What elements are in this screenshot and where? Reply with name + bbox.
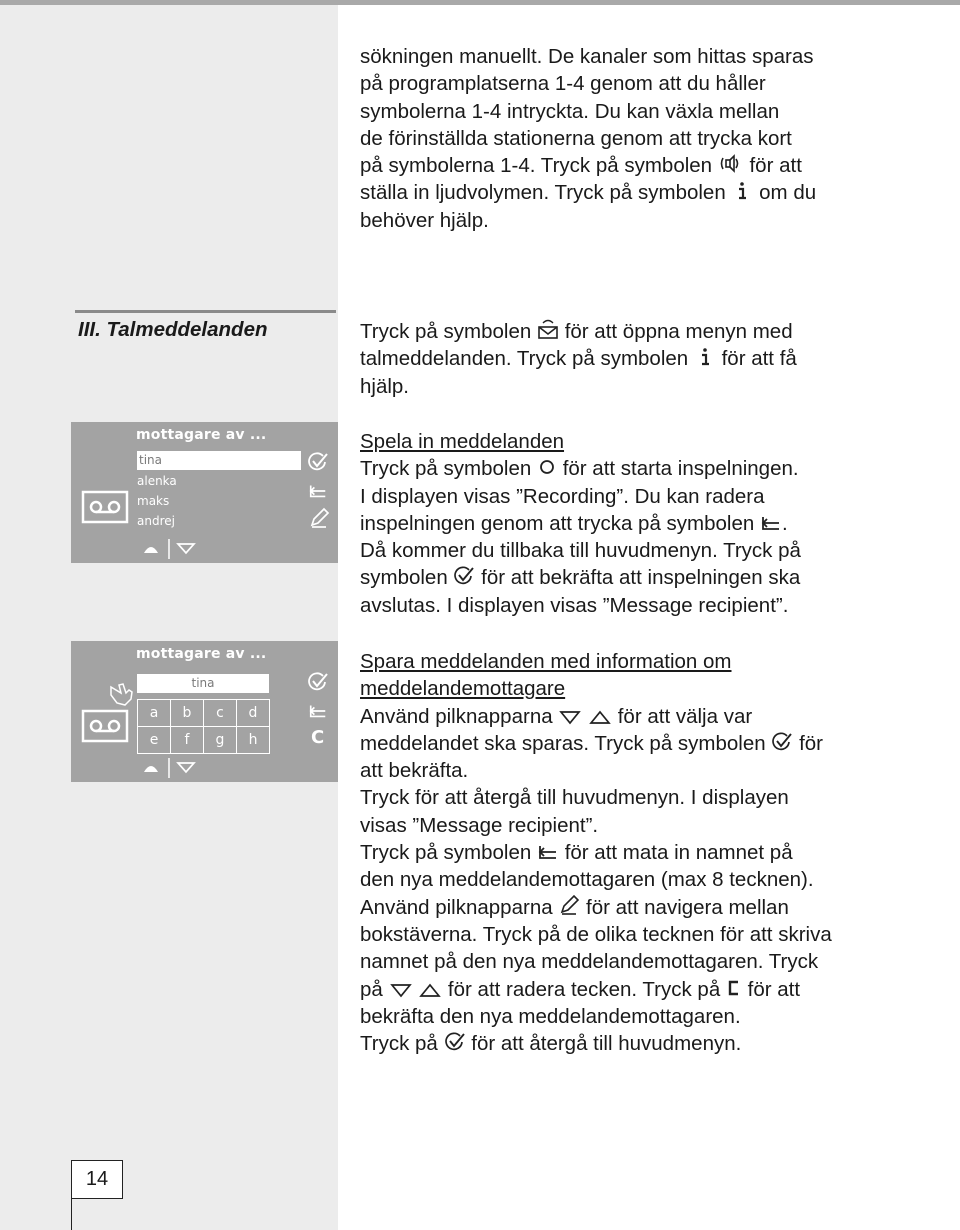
text-line: Tryck på symbolen för att öppna menyn med bbox=[360, 320, 793, 343]
arrow-down-icon bbox=[558, 709, 582, 725]
text-line: talmeddelanden. Tryck på symbolen för att få bbox=[360, 347, 797, 371]
back-arrow-icon[interactable] bbox=[308, 702, 328, 720]
text-line: Tryck på symbolen för att mata in namnet på bbox=[360, 841, 793, 865]
subsection-heading: Spara meddelanden med information om bbox=[360, 650, 732, 673]
text-line: bekräfta den nya meddelandemottagaren. bbox=[360, 1004, 741, 1028]
text-line: sökningen manuellt. De kanaler som hittas sparas bbox=[360, 45, 814, 68]
list-item[interactable]: andrej bbox=[137, 514, 175, 528]
text-line: visas ”Message recipient”. bbox=[360, 813, 599, 837]
text-line: Tryck för att återgå till huvudmenyn. I displayen bbox=[360, 786, 789, 810]
clear-c-icon bbox=[726, 978, 742, 998]
key-d[interactable]: d bbox=[237, 700, 270, 727]
text-line: I displayen visas ”Recording”. Du kan radera bbox=[360, 484, 765, 508]
key-b[interactable]: b bbox=[171, 700, 204, 727]
text-line: Använd pilknapparna för att välja var bbox=[360, 704, 753, 728]
arrow-up-icon bbox=[418, 982, 442, 998]
subsection-heading: Spela in meddelanden bbox=[360, 430, 565, 453]
page-number: 14 bbox=[71, 1160, 123, 1199]
text-line: den nya meddelandemottagaren (max 8 tecknen). bbox=[360, 868, 814, 892]
text-line: namnet på den nya meddelandemottagaren. Tryck bbox=[360, 950, 819, 974]
clear-c-button[interactable]: C bbox=[311, 727, 325, 748]
page-number-line bbox=[71, 1197, 72, 1230]
section-title: III. Talmeddelanden bbox=[78, 318, 268, 341]
selected-list-item[interactable]: tina bbox=[137, 451, 301, 470]
confirm-check-icon bbox=[453, 566, 475, 586]
back-arrow-icon[interactable] bbox=[308, 482, 328, 500]
letter-keypad bbox=[137, 699, 270, 754]
text-line: symbolen för att bekräfta att inspelningen ska bbox=[360, 566, 801, 590]
back-arrow-icon bbox=[760, 514, 782, 532]
text-line: bokstäverna. Tryck på de olika tecknen för att skriva bbox=[360, 922, 832, 946]
section-intro bbox=[360, 318, 920, 400]
text-line: avslutas. I displayen visas ”Message recipient”. bbox=[360, 593, 789, 617]
confirm-check-icon[interactable] bbox=[307, 452, 329, 472]
text-line: de förinställda stationerna genom att trycka kort bbox=[360, 126, 792, 150]
text-line: ställa in ljudvolymen. Tryck på symbolen om du bbox=[360, 181, 817, 205]
confirm-check-icon[interactable] bbox=[307, 672, 329, 692]
info-icon bbox=[694, 347, 716, 367]
key-g[interactable]: g bbox=[204, 727, 237, 754]
voicemail-tape-icon bbox=[81, 709, 129, 743]
key-c[interactable]: c bbox=[204, 700, 237, 727]
text-line: på symbolerna 1-4. Tryck på symbolen för att bbox=[360, 154, 802, 178]
text-line: inspelningen genom att trycka på symbolen . bbox=[360, 511, 788, 535]
subsection-heading: meddelandemottagare bbox=[360, 677, 566, 701]
display-name-entry bbox=[71, 641, 338, 782]
text-line: Använd pilknapparna för att navigera mellan bbox=[360, 895, 789, 919]
arrow-up-icon bbox=[588, 709, 612, 725]
list-item[interactable]: alenka bbox=[137, 474, 177, 488]
key-h[interactable]: h bbox=[237, 727, 270, 754]
name-input[interactable]: tina bbox=[137, 674, 269, 693]
display-title: mottagare av ... bbox=[136, 427, 267, 443]
section-divider bbox=[75, 310, 336, 313]
text-line: att bekräfta. bbox=[360, 759, 469, 783]
text-line: på programplatserna 1-4 genom att du håller bbox=[360, 72, 766, 96]
arrow-keys[interactable] bbox=[141, 756, 201, 778]
info-icon bbox=[731, 181, 753, 201]
voice-message-envelope-icon bbox=[537, 318, 559, 340]
speaker-volume-icon bbox=[718, 154, 744, 174]
text-line: behöver hjälp. bbox=[360, 208, 489, 232]
list-item[interactable]: maks bbox=[137, 494, 170, 508]
voicemail-tape-icon bbox=[81, 490, 129, 524]
hand-pointer-icon bbox=[107, 681, 137, 707]
pencil-edit-icon bbox=[558, 894, 580, 916]
text-line: symbolerna 1-4 intryckta. Du kan växla mellan bbox=[360, 99, 780, 123]
arrow-down-icon bbox=[389, 982, 413, 998]
text-line: Tryck på för att återgå till huvudmenyn. bbox=[360, 1032, 742, 1056]
key-a[interactable]: a bbox=[138, 700, 171, 727]
display-recipient-list bbox=[71, 422, 338, 563]
text-line: meddelandet ska sparas. Tryck på symbolen för bbox=[360, 731, 823, 755]
text-line: på för att radera tecken. Tryck på för att bbox=[360, 977, 801, 1001]
back-arrow-icon bbox=[537, 843, 559, 861]
record-subsection bbox=[360, 428, 920, 619]
confirm-check-icon bbox=[771, 732, 793, 752]
arrow-keys[interactable] bbox=[141, 537, 201, 559]
save-subsection bbox=[360, 648, 920, 1057]
record-circle-icon bbox=[537, 459, 557, 477]
text-line: Då kommer du tillbaka till huvudmenyn. Tryck på bbox=[360, 539, 801, 563]
key-f[interactable]: f bbox=[171, 727, 204, 754]
display-title: mottagare av ... bbox=[136, 646, 267, 662]
key-e[interactable]: e bbox=[138, 727, 171, 754]
text-line: Tryck på symbolen för att starta inspelningen. bbox=[360, 457, 799, 481]
text-line: hjälp. bbox=[360, 374, 410, 398]
pencil-edit-icon[interactable] bbox=[308, 506, 330, 530]
left-margin-column bbox=[0, 5, 338, 1230]
intro-paragraph bbox=[360, 43, 920, 234]
confirm-check-icon bbox=[444, 1032, 466, 1052]
